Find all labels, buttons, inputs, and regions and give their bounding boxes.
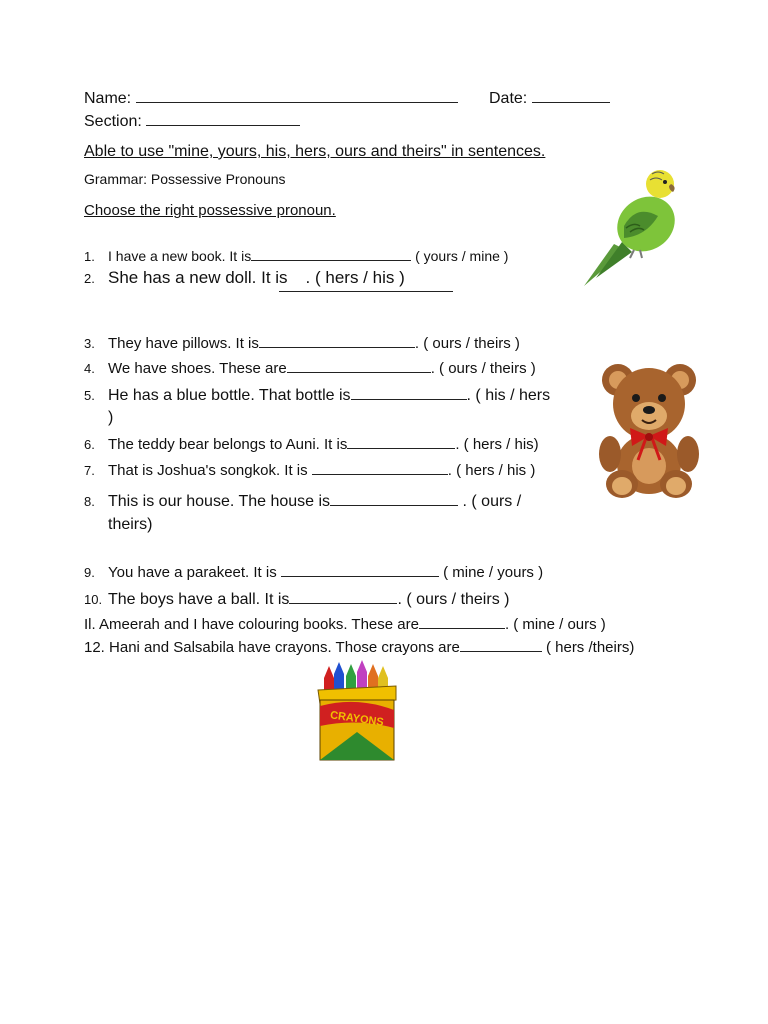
answer-blank-7[interactable] (312, 461, 448, 475)
question-5-cont: ) (108, 409, 114, 426)
question-6: 6. The teddy bear belongs to Auni. It is . ( hers / his) (84, 436, 539, 453)
section-line: Section: (84, 112, 300, 131)
question-12: 12. Hani and Salsabila have crayons. Those crayons are ( hers /theirs) (84, 639, 635, 656)
question-2: 2. She has a new doll. It is . ( hers / his ) (84, 268, 405, 287)
teddy-bear-illustration (596, 360, 702, 502)
answer-blank-3[interactable] (259, 334, 415, 348)
answer-blank-2[interactable] (279, 291, 453, 292)
date-line: Date: (489, 89, 610, 108)
parakeet-head (646, 170, 674, 198)
answer-blank-11[interactable] (419, 615, 505, 629)
objective-heading: Able to use "mine, yours, his, hers, ours and theirs" in sentences. (84, 143, 546, 160)
question-1: 1. I have a new book. It is ( yours / mine ) (84, 248, 509, 264)
answer-blank-10[interactable] (289, 590, 397, 604)
subtitle: Grammar: Possessive Pronouns (84, 171, 286, 187)
question-10: 10. The boys have a ball. It is . ( ours / theirs ) (84, 591, 510, 608)
name-blank[interactable] (136, 89, 458, 103)
answer-blank-12[interactable] (460, 638, 542, 652)
answer-blank-5[interactable] (351, 386, 467, 400)
answer-blank-1[interactable] (251, 247, 411, 261)
answer-blank-4[interactable] (287, 359, 431, 373)
parakeet-illustration (574, 166, 682, 290)
answer-blank-9[interactable] (281, 563, 439, 577)
crayon-box-illustration (316, 656, 400, 764)
question-9: 9. You have a parakeet. It is ( mine / yours ) (84, 564, 544, 581)
question-8-cont: theirs) (108, 516, 153, 533)
question-5: 5. He has a blue bottle. That bottle is . ( his / hers (84, 387, 551, 404)
instruction: Choose the right possessive pronoun. (84, 202, 336, 219)
date-blank[interactable] (532, 89, 610, 103)
answer-blank-8[interactable] (330, 492, 458, 506)
question-8: 8. This is our house. The house is . ( ours / (84, 493, 522, 510)
question-11: Il. Ameerah and I have colouring books. These are . ( mine / ours ) (84, 616, 606, 633)
question-4: 4. We have shoes. These are . ( ours / theirs ) (84, 360, 536, 377)
question-3: 3. They have pillows. It is . ( ours / theirs ) (84, 335, 520, 352)
question-7: 7. That is Joshua's songkok. It is . ( hers / his ) (84, 462, 536, 479)
name-line: Name: (84, 89, 458, 108)
answer-blank-6[interactable] (347, 435, 455, 449)
crayon-box-text: CRAYONS (329, 709, 385, 729)
section-blank[interactable] (146, 112, 300, 126)
